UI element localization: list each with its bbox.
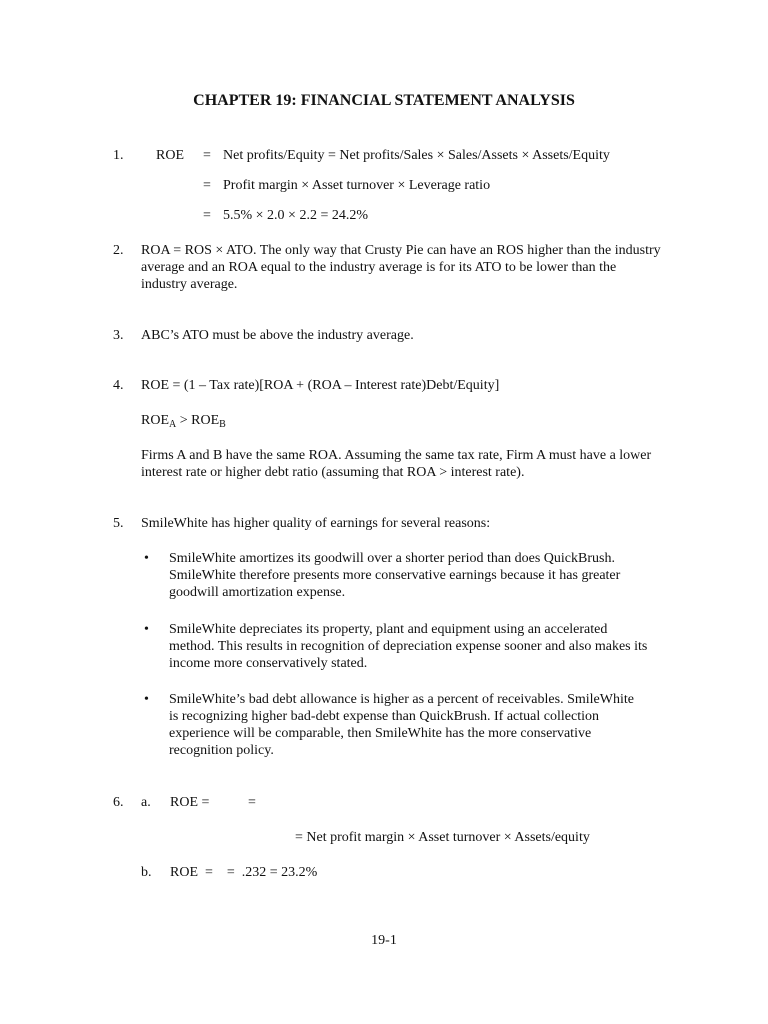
q1-line-2: Profit margin × Asset turnover × Leverage ratio [223,178,491,193]
q4-gt-roe: > ROE [176,413,220,428]
q6-number: 6. [113,795,124,810]
q5-intro: SmileWhite has higher quality of earnings for several reasons: [141,516,491,531]
q6-b-label: b. [141,865,152,880]
q1-lhs: ROE [156,148,184,163]
q1-line-3: 5.5% × 2.0 × 2.2 = 24.2% [223,208,369,223]
q1-equals-1: = [203,148,211,163]
q4-roe-text: ROE [141,413,169,428]
q2-number: 2. [113,243,124,258]
q1-number: 1. [113,148,124,163]
q6-a-line-2: = Net profit margin × Asset turnover × Assets/equity [295,830,590,845]
q5-number: 5. [113,516,124,531]
q5-bullet-3-symbol: • [144,692,149,707]
q1-equals-2: = [203,178,211,193]
q4-answer: Firms A and B have the same ROA. Assuming the same tax rate, Firm A must have a lower interest rate or higher debt ratio (assuming that ROA > interest rate). [141,448,652,480]
q6-a-equals: = [248,795,256,810]
page-number: 19-1 [371,933,397,948]
q5-bullet-2: SmileWhite depreciates its property, plant and equipment using an accelerated method. This results in recognition of depreciation expense sooner and also makes its income more conservatively stated. [169,622,648,671]
q4-roe-comparison [141,412,226,429]
q1-line-1: Net profits/Equity = Net profits/Sales × Sales/Assets × Assets/Equity [223,148,610,163]
q4-sub-a: A [169,419,177,430]
q4-sub-b: B [219,419,226,430]
q6-b-text: ROE = = .232 = 23.2% [170,865,318,880]
q4-formula: ROE = (1 – Tax rate)[ROA + (ROA – Interest rate)Debt/Equity] [141,378,500,393]
q6-a-label: a. [141,795,151,810]
q3-answer: ABC’s ATO must be above the industry average. [141,328,414,343]
q5-bullet-1-symbol: • [144,551,149,566]
q6-a-roe: ROE = [170,795,210,810]
q2-answer: ROA = ROS × ATO. The only way that Crusty Pie can have an ROS higher than the industry average and an ROA equal to the industry average is for its ATO to be lower than the industry average. [141,243,661,292]
q5-bullet-1: SmileWhite amortizes its goodwill over a shorter period than does QuickBrush. SmileWhite therefore presents more conservative earnings because it has greater goodwill amortization expense. [169,551,621,600]
q3-number: 3. [113,328,124,343]
q5-bullet-2-symbol: • [144,622,149,637]
page-title: CHAPTER 19: FINANCIAL STATEMENT ANALYSIS [193,92,575,109]
q5-bullet-3: SmileWhite’s bad debt allowance is higher as a percent of receivables. SmileWhite is recognizing higher bad-debt expense than QuickBrush. If actual collection experience will be comparable, then SmileWhite has the more conservative recognition policy. [169,692,634,758]
q4-number: 4. [113,378,124,393]
q1-equals-3: = [203,208,211,223]
